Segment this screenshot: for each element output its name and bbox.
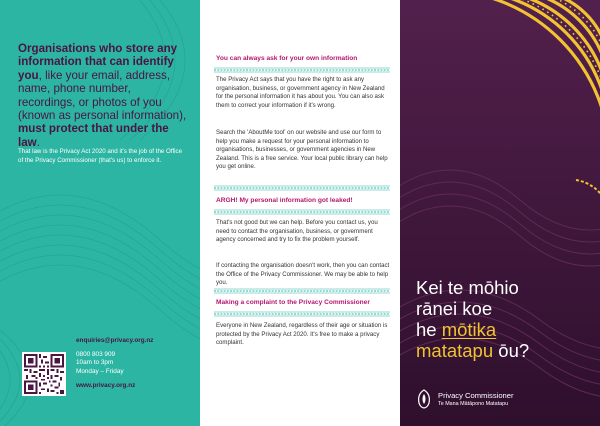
- section-heading-own-information: You can always ask for your own information: [216, 55, 358, 62]
- logo-name: Privacy Commissioner: [438, 391, 514, 400]
- section1-paragraph1: The Privacy Act says that you have the right to ask any organisation, business, or government agency in New Zealand for the personal information it has about you. You can also ask them to correct your information if it's wrong.: [216, 76, 385, 109]
- intro-you: you: [18, 68, 39, 82]
- cover-title-line3b: mōtika: [441, 319, 497, 340]
- middle-panel: [200, 0, 400, 426]
- office-hours: 10am to 3pm: [76, 359, 114, 367]
- logo-mark-icon: [416, 389, 432, 409]
- contact-details: [76, 337, 196, 391]
- intro-end: .: [36, 135, 40, 149]
- section-divider: [214, 67, 390, 73]
- logo-subtitle: Te Mana Mātāpono Matatapu: [438, 401, 509, 407]
- law-note: That law is the Privacy Act 2020 and it's the job of the Office of the Privacy Commissioner (that's us) to enforce it.: [18, 148, 183, 164]
- privacy-commissioner-logo: [416, 389, 596, 415]
- cover-title: [416, 277, 596, 361]
- phone-number[interactable]: 0800 803 909: [76, 350, 116, 358]
- section2-paragraph2: If contacting the organisation doesn't work, then you can contact the Office of the Privacy Commissioner. We may be able to help you.: [216, 262, 390, 286]
- qr-code[interactable]: [22, 352, 66, 396]
- section-divider: [214, 311, 390, 317]
- cover-title-line4b: ōu?: [493, 340, 530, 361]
- intro-paragraph: [18, 42, 188, 149]
- email-link[interactable]: enquiries@privacy.org.nz: [76, 337, 154, 344]
- section1-paragraph2: Search the 'AboutMe tool' on our website and use our form to help you make a request for your personal information to organisations, businesses, or government agencies in New Zealand. This is a free service. Your local public library can help you get online.: [216, 129, 388, 170]
- section-divider: [214, 185, 390, 191]
- section-heading-leaked: ARGH! My personal information got leaked!: [216, 197, 353, 204]
- left-panel: [0, 0, 200, 426]
- section2-paragraph1: That's not good but we can help. Before you contact us, you need to contact the organisation, business, or government agency concerned and try to fix the problem yourself.: [216, 219, 378, 243]
- section3-paragraph1: Everyone in New Zealand, regardless of their age or situation is protected by the Privacy Act 2020. It's free to make a privacy complaint.: [216, 322, 388, 346]
- cover-title-line3a: he: [416, 319, 442, 340]
- intro-part1: Organisations who store any information that can identify: [18, 42, 178, 69]
- intro-part3: must protect that under the law: [18, 122, 169, 149]
- cover-panel: [400, 0, 600, 426]
- section-heading-complaint: Making a complaint to the Privacy Commissioner: [216, 299, 370, 306]
- website-link[interactable]: www.privacy.org.nz: [76, 382, 136, 390]
- section-divider: [214, 209, 390, 215]
- cover-title-line2: rānei koe: [416, 298, 493, 319]
- intro-part2: , like your email, address, name, phone number, recordings, or photos of you (known as personal information),: [18, 68, 187, 123]
- cover-title-line1: Kei te mōhio: [416, 277, 519, 298]
- cover-title-line4a: matatapu: [416, 340, 494, 361]
- section-divider: [214, 288, 390, 294]
- cover-pattern: [400, 0, 600, 426]
- office-days: Monday – Friday: [76, 367, 124, 375]
